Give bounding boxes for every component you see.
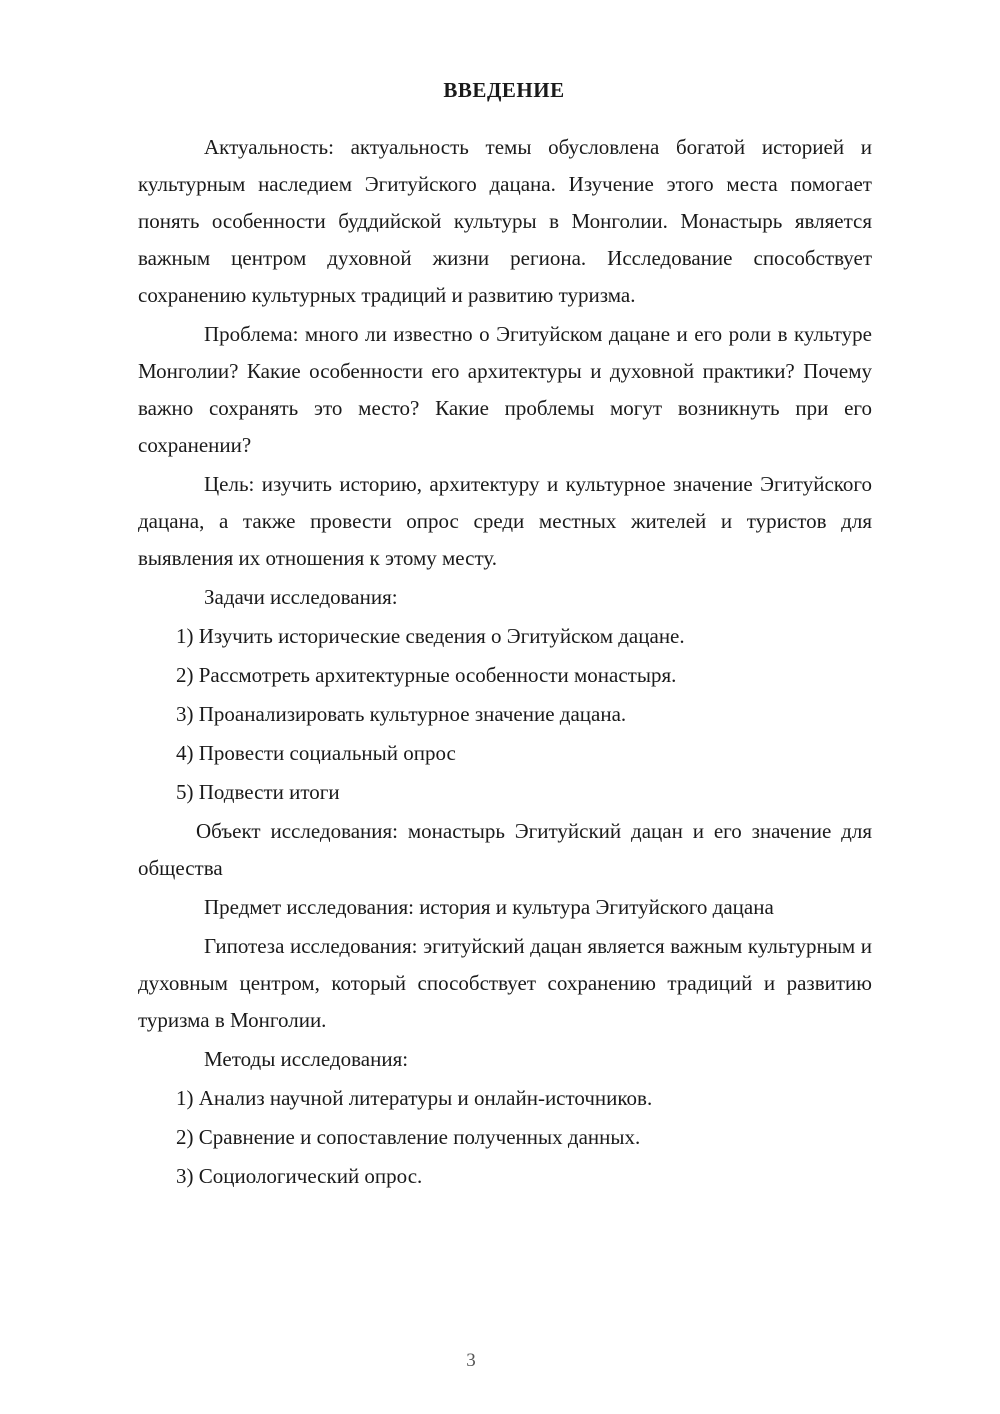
method-item-3: 3) Социологический опрос. bbox=[176, 1164, 423, 1188]
page-number: 3 bbox=[466, 1350, 476, 1371]
paragraph-problem: Проблема: много ли известно о Эгитуйском дацане и его роли в культуре Монголии? Какие особенности его архитектуры и духовной практики? Почему важно сохранять это место? Какие проблемы могут возникнуть при его сохранении? bbox=[138, 322, 872, 457]
paragraph-relevance: Актуальность: актуальность темы обусловлена богатой историей и культурным наследием Эгитуйского дацана. Изучение этого места помогает понять особенности буддийской культуры в Монголии. Монастырь является важным центром духовной жизни региона. Исследование способствует сохранению культурных традиций и развитию туризма. bbox=[138, 135, 872, 307]
heading-tasks: Задачи исследования: bbox=[204, 585, 398, 609]
method-item-2: 2) Сравнение и сопоставление полученных данных. bbox=[176, 1125, 641, 1149]
task-item-5: 5) Подвести итоги bbox=[176, 780, 340, 804]
task-item-3: 3) Проанализировать культурное значение дацана. bbox=[176, 702, 627, 726]
task-item-2: 2) Рассмотреть архитектурные особенности монастыря. bbox=[176, 663, 677, 687]
paragraph-goal: Цель: изучить историю, архитектуру и культурное значение Эгитуйского дацана, а также провести опрос среди местных жителей и туристов для выявления их отношения к этому месту. bbox=[138, 472, 872, 570]
paragraph-object: Объект исследования: монастырь Эгитуйский дацан и его значение для общества bbox=[138, 819, 872, 880]
task-item-4: 4) Провести социальный опрос bbox=[176, 741, 456, 765]
task-item-1: 1) Изучить исторические сведения о Эгитуйском дацане. bbox=[176, 624, 685, 648]
paragraph-subject: Предмет исследования: история и культура Эгитуйского дацана bbox=[204, 895, 774, 919]
page-title: ВВЕДЕНИЕ bbox=[443, 78, 565, 102]
heading-methods: Методы исследования: bbox=[204, 1047, 409, 1071]
method-item-1: 1) Анализ научной литературы и онлайн-источников. bbox=[176, 1086, 653, 1110]
paragraph-hypothesis: Гипотеза исследования: эгитуйский дацан является важным культурным и духовным центром, который способствует сохранению традиций и развитию туризма в Монголии. bbox=[138, 934, 872, 1032]
